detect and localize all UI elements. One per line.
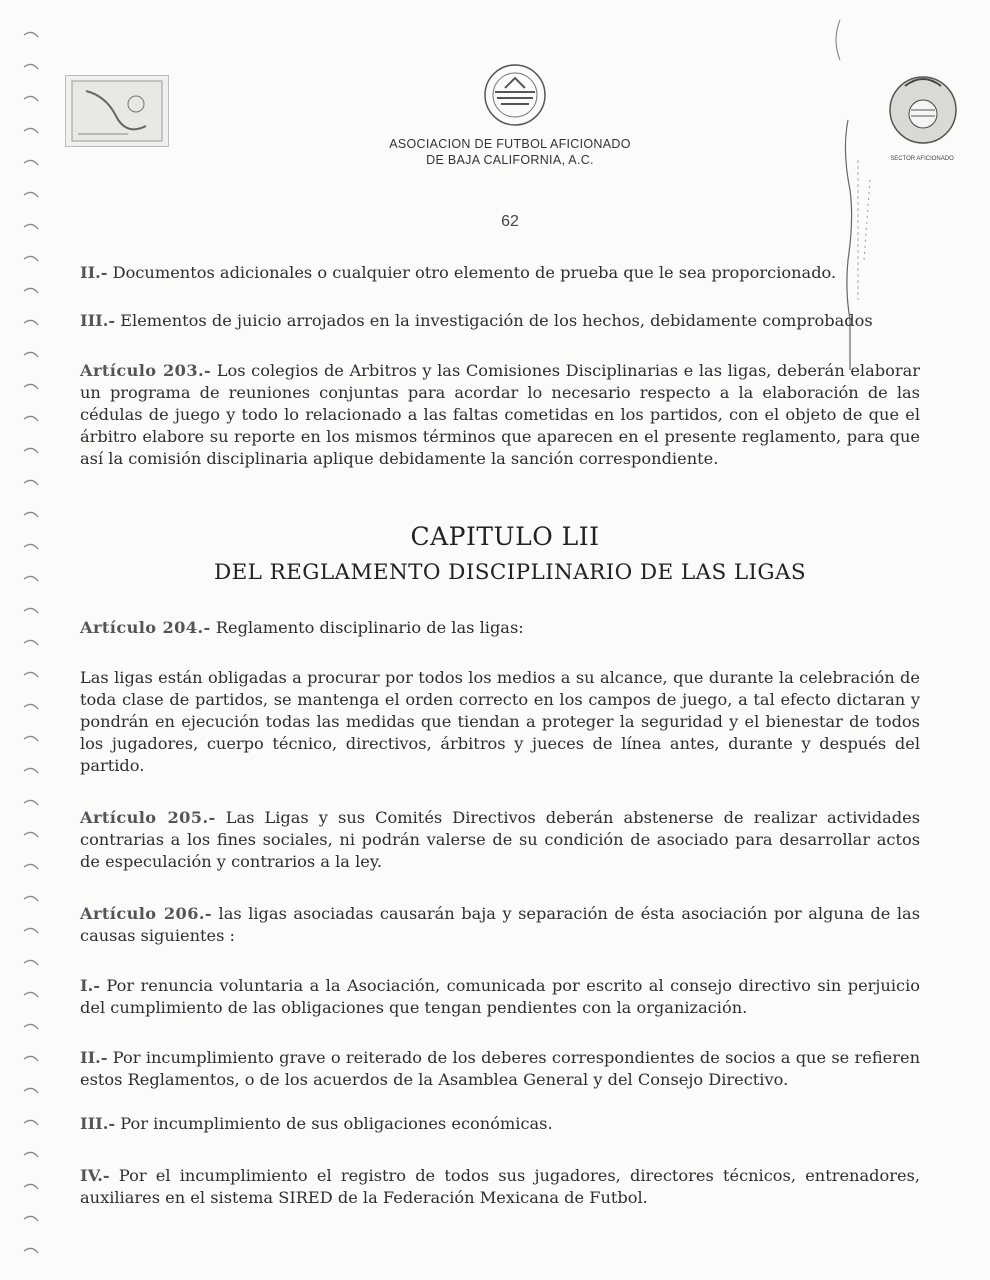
cause-ii [80, 1047, 920, 1091]
chapter-subtitle: DEL REGLAMENTO DISCIPLINARIO DE LAS LIGAS [213, 560, 807, 585]
cause-iii [80, 1113, 920, 1135]
item-label: III.- [80, 311, 116, 330]
cause-label: IV.- [80, 1166, 110, 1185]
seal-caption: SECTOR AFICIONADO [890, 156, 954, 162]
item-text: Elementos de juicio arrojados en la investigación de los hechos, debidamente comprobados [115, 311, 873, 330]
article-206 [80, 903, 920, 947]
article-label: Artículo 206.- [80, 904, 213, 923]
org-name-line1: ASOCIACION DE FUTBOL AFICIONADO [389, 137, 631, 151]
federation-seal-logo [880, 66, 966, 162]
cause-text: Por incumplimiento grave o reiterado de los deberes correspondientes de socios a que se refieren estos Reglamentos, o de los acuerdos de la Asamblea General y del Consejo Directivo. [80, 1048, 920, 1089]
item-ii-top [80, 262, 920, 284]
article-204-body [80, 667, 920, 777]
article-heading: Reglamento disciplinario de las ligas: [210, 618, 524, 637]
item-iii-top [80, 310, 920, 332]
article-205 [80, 807, 920, 873]
cause-i [80, 975, 920, 1019]
item-label: II.- [80, 263, 108, 282]
article-text: Las Ligas y sus Comités Directivos deberán abstenerse de realizar actividades contrarias a los fines sociales, ni podrán valerse de su condición de asociado para desarrollar actos de especulación y contrarios a la ley. [80, 808, 921, 871]
cause-label: III.- [80, 1114, 116, 1133]
cause-text: Por renuncia voluntaria a la Asociación, comunicada por escrito al consejo directivo sin perjuicio del cumplimiento de las obligaciones que tengan pendientes con la organización. [80, 976, 920, 1017]
left-association-logo [65, 75, 169, 147]
cause-iv [80, 1165, 920, 1209]
article-text: las ligas asociadas causarán baja y separación de ésta asociación por alguna de las causas siguientes : [80, 904, 921, 945]
chapter-title: CAPITULO LII [410, 522, 600, 551]
center-association-logo [475, 62, 555, 128]
article-label: Artículo 205.- [80, 808, 216, 827]
binder-margin-marks [0, 20, 60, 1260]
cause-text: Por el incumplimiento el registro de todos sus jugadores, directores técnicos, entrenadores, auxiliares en el sistema SIRED de la Federación Mexicana de Futbol. [80, 1166, 920, 1207]
page-number: 62 [501, 213, 519, 230]
article-text: Las ligas están obligadas a procurar por todos los medios a su alcance, que durante la celebración de toda clase de partidos, se mantenga el orden correcto en los campos de juego, a tal efecto dictaran y pondrán en ejecución todas las medidas que tiendan a proteger la seguridad y el bienestar de todos los jugadores, cuerpo técnico, directivos, árbitros y jueces de línea antes, durante y después del partido. [80, 668, 920, 775]
article-203 [80, 360, 920, 470]
article-text: Los colegios de Arbitros y las Comisiones Disciplinarias e las ligas, deberán elaborar un programa de reuniones conjuntas para acordar lo necesario respecto a la elaboración de las cédulas de juego y todo lo relacionado a las faltas cometidas en los partidos, con el objeto de que el árbitro elabore su reporte en los mismos términos que aparecen en el presente reglamento, para que así la comisión disciplinaria aplique debidamente la sanción correspondiente. [80, 361, 920, 468]
article-204-heading [80, 617, 920, 639]
cause-label: II.- [80, 1048, 108, 1067]
cause-text: Por incumplimiento de sus obligaciones económicas. [115, 1114, 553, 1133]
article-label: Artículo 204.- [80, 618, 211, 637]
org-name-line2: DE BAJA CALIFORNIA, A.C. [426, 153, 594, 167]
cause-label: I.- [80, 976, 100, 995]
article-label: Artículo 203.- [80, 361, 212, 380]
item-text: Documentos adicionales o cualquier otro elemento de prueba que le sea proporcionado. [107, 263, 837, 282]
